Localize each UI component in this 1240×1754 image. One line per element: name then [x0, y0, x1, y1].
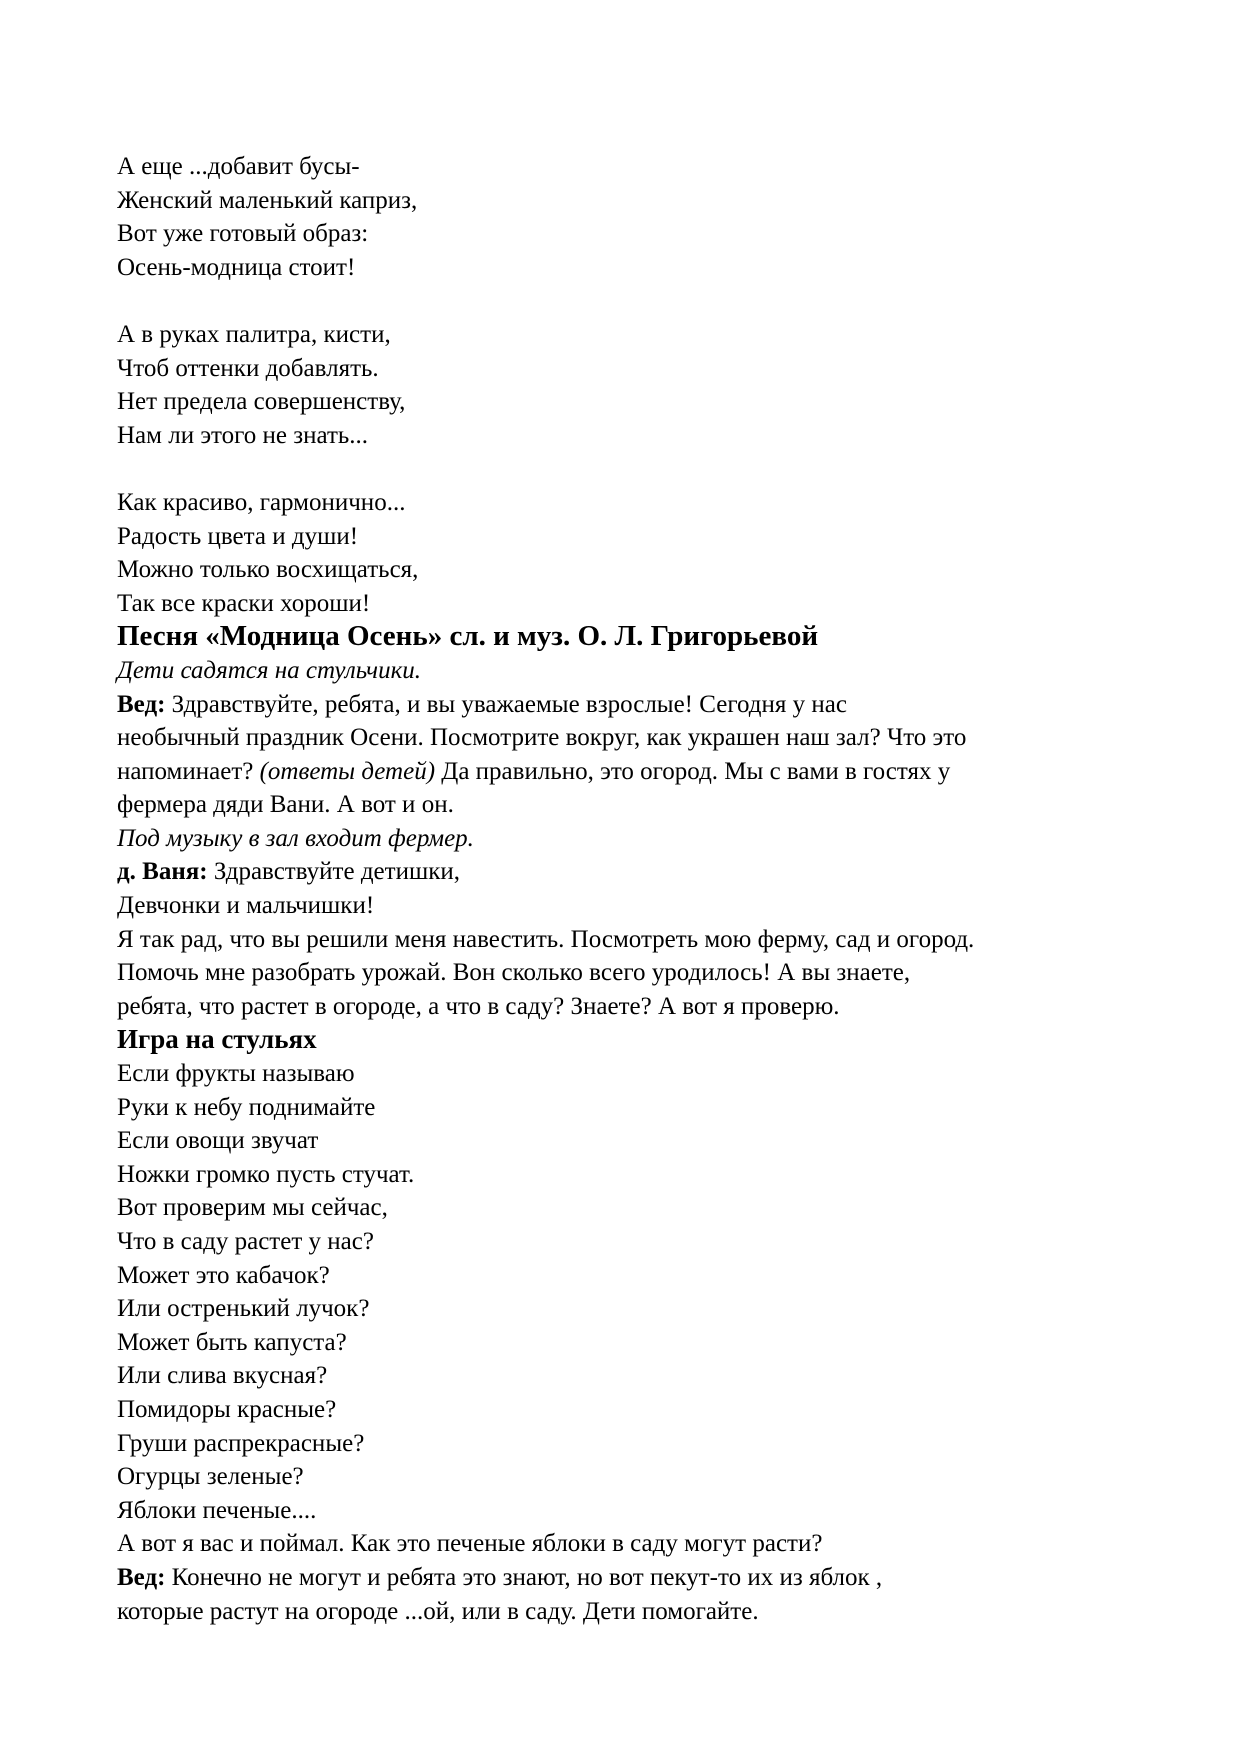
speaker-label: Вед:: [117, 690, 166, 718]
poem-line: А в руках палитра, кисти,: [117, 320, 391, 348]
speech-line: ребята, что растет в огороде, а что в саду? Знаете? А вот я проверю.: [117, 992, 840, 1020]
poem-line: Чтоб оттенки добавлять.: [117, 354, 379, 382]
remark-text: (ответы детей): [259, 757, 436, 785]
speech-line: [117, 1561, 1147, 1595]
speech-text: Здравствуйте, ребята, и вы уважаемые взрослые! Сегодня у нас: [165, 690, 847, 718]
game-line: Ножки громко пусть стучат.: [117, 1160, 415, 1188]
speech-text: Здравствуйте детишки,: [207, 858, 460, 886]
game-line: Может это кабачок?: [117, 1261, 330, 1289]
game-line: Или слива вкусная?: [117, 1362, 328, 1390]
speech-text: Да правильно, это огород. Мы с вами в гостях у: [435, 757, 951, 785]
game-line: Или остренький лучок?: [117, 1295, 370, 1323]
speech-line: [117, 688, 1147, 722]
game-line: Огурцы зеленые?: [117, 1463, 304, 1491]
speech-line: [117, 855, 1147, 889]
game-line: Яблоки печеные....: [117, 1496, 317, 1524]
song-title: Песня «Модница Осень» сл. и муз. О. Л. Григорьевой: [117, 620, 819, 653]
stanza-gap: [117, 452, 1147, 486]
game-verse: [117, 1057, 1147, 1561]
poem-line: Можно только восхищаться,: [117, 556, 419, 584]
document-body: [117, 150, 1147, 1628]
game-line: Вот проверим мы сейчас,: [117, 1194, 388, 1222]
poem-line: Как красиво, гармонично...: [117, 488, 406, 516]
game-line: Может быть капуста?: [117, 1328, 347, 1356]
speaker-label: д. Ваня:: [117, 858, 208, 886]
speech-line: Я так рад, что вы решили меня навестить. Посмотреть мою ферму, сад и огород.: [117, 925, 975, 953]
game-line: А вот я вас и поймал. Как это печеные яблоки в саду могут расти?: [117, 1530, 823, 1558]
poem-line: А еще ...добавит бусы-: [117, 153, 360, 180]
poem-stanza-1: [117, 150, 1147, 284]
game-line: Руки к небу поднимайте: [117, 1093, 376, 1121]
speech-line: [117, 755, 1147, 789]
game-line: Что в саду растет у нас?: [117, 1228, 374, 1255]
ved-speech-2: [117, 1561, 1147, 1628]
poem-line: Вот уже готовый образ:: [117, 220, 369, 248]
speaker-label: Вед:: [117, 1563, 166, 1591]
speech-text: Конечно не могут и ребята это знают, но вот пекут-то их из яблок ,: [165, 1563, 883, 1591]
stage-direction: Под музыку в зал входит фермер.: [117, 824, 474, 852]
stanza-gap: [117, 284, 1147, 318]
speech-line: Помочь мне разобрать урожай. Вон сколько всего уродилось! А вы знаете,: [117, 959, 911, 987]
speech-line: фермера дяди Вани. А вот и он.: [117, 791, 454, 819]
game-line: Если овощи звучат: [117, 1127, 319, 1155]
poem-line: Так все краски хороши!: [117, 589, 371, 617]
poem-line: Женский маленький каприз,: [117, 186, 418, 214]
game-title: Игра на стульях: [117, 1024, 317, 1055]
poem-line: Нет предела совершенству,: [117, 388, 406, 416]
poem-stanza-3: [117, 486, 1147, 620]
stage-direction: Дети садятся на стульчики.: [117, 656, 422, 684]
game-line: Если фрукты называю: [117, 1060, 355, 1088]
game-line: Груши распрекрасные?: [117, 1429, 365, 1457]
poem-stanza-2: [117, 318, 1147, 452]
speech-line: которые растут на огороде ...ой, или в саду. Дети помогайте.: [117, 1597, 759, 1625]
game-line: Помидоры красные?: [117, 1395, 337, 1423]
ved-speech-1: [117, 688, 1147, 822]
vanya-speech: [117, 855, 1147, 1023]
speech-text: напоминает?: [117, 757, 260, 785]
speech-line: необычный праздник Осени. Посмотрите вокруг, как украшен наш зал? Что это: [117, 724, 967, 752]
poem-line: Нам ли этого не знать...: [117, 421, 369, 449]
speech-line: Девчонки и мальчишки!: [117, 892, 375, 920]
poem-line: Осень-модница стоит!: [117, 253, 356, 281]
poem-line: Радость цвета и души!: [117, 522, 359, 550]
